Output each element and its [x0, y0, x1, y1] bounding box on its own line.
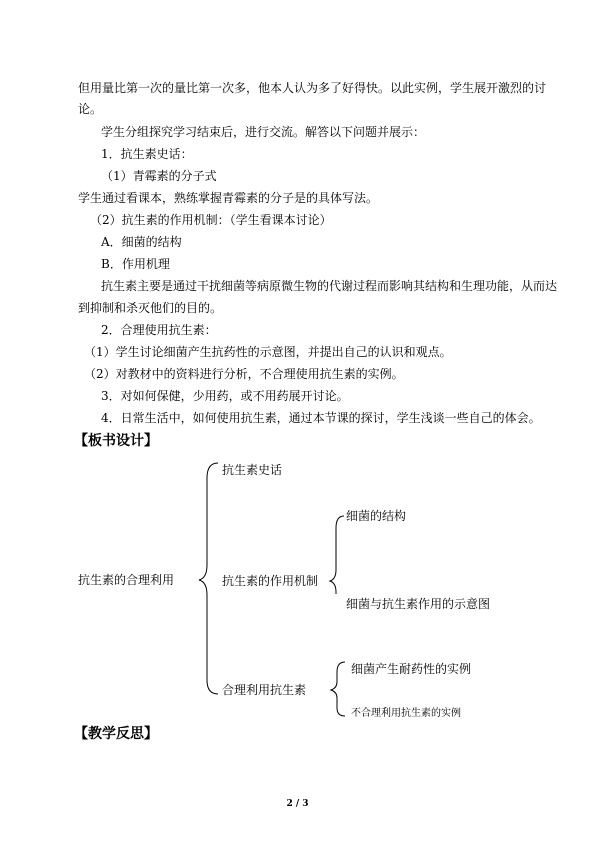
paragraph-line: 2．合理使用抗生素：	[101, 323, 217, 337]
paragraph-line: 但用量比第一次的量比第一次多，他本人认为多了好得快。以此实例，学生展开激烈的讨	[78, 81, 547, 95]
main-brace	[199, 463, 218, 694]
paragraph-line: （2）对教材中的资料进行分析，不合理使用抗生素的实例。	[84, 367, 404, 381]
paragraph-line: A．细菌的结构	[101, 235, 182, 249]
paragraph-line: 1．抗生素史话：	[101, 147, 193, 161]
board-design-heading: 【板书设计】	[74, 433, 158, 449]
paragraph-line: 3．对如何保健，少用药，或不用药展开讨论。	[101, 389, 349, 403]
diagram-node-interaction-diagram: 细菌与抗生素作用的示意图	[346, 597, 491, 611]
diagram-node-resistance-example: 细菌产生耐药性的实例	[351, 662, 472, 676]
page-number: 2 / 3	[286, 799, 309, 809]
paragraph-line: 学生分组探究学习结束后，进行交流。解答以下问题并展示：	[101, 125, 426, 139]
diagram-node-misuse-example: 不合理利用抗生素的实例	[351, 708, 461, 719]
mechanism-brace	[330, 516, 344, 594]
paragraph-line: B．作用机理	[101, 257, 170, 271]
usage-brace	[331, 662, 345, 716]
paragraph-line: （1）学生讨论细菌产生抗药性的示意图，并提出自己的认识和观点。	[84, 345, 452, 359]
paragraph-line: 4．日常生活中，如何使用抗生素，通过本节课的探讨，学生浅谈一些自己的体会。	[101, 411, 541, 425]
paragraph-line: 到抑制和杀灭他们的目的。	[78, 301, 223, 315]
paragraph-line: 抗生素主要是通过干扰细菌等病原微生物的代谢过程而影响其结构和生理功能，从而达	[101, 279, 558, 293]
diagram-node-history: 抗生素史话	[222, 463, 283, 477]
diagram-node-mechanism: 抗生素的作用机制	[222, 574, 319, 588]
diagram-root: 抗生素的合理利用	[78, 573, 175, 587]
diagram-node-usage: 合理利用抗生素	[222, 683, 307, 697]
diagram-node-bacteria-structure: 细菌的结构	[346, 509, 407, 523]
paragraph-line: （1）青霉素的分子式	[101, 169, 217, 183]
paragraph-line: 学生通过看课本，熟练掌握青霉素的分子是的具体写法。	[78, 191, 379, 205]
paragraph-line: （2）抗生素的作用机制：（学生看课本讨论）	[90, 213, 332, 227]
paragraph-line: 论。	[78, 102, 103, 116]
reflection-heading: 【教学反思】	[74, 726, 158, 742]
